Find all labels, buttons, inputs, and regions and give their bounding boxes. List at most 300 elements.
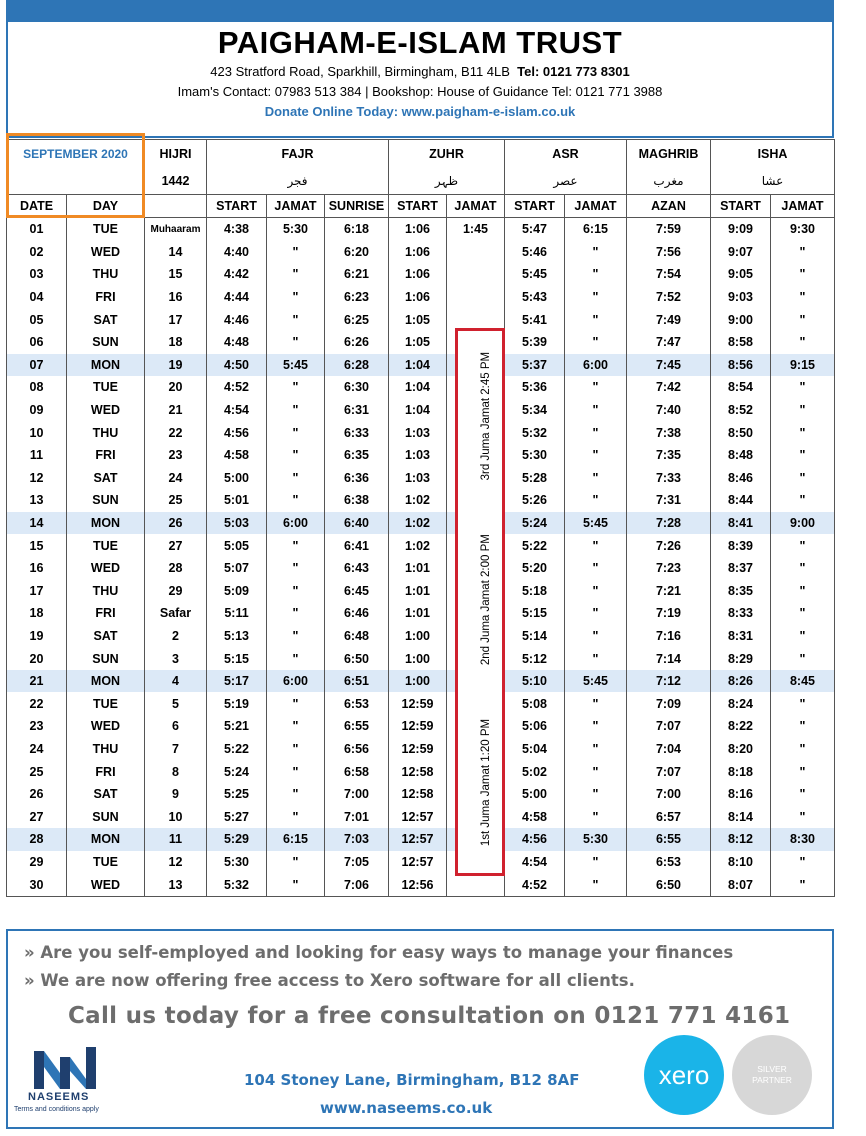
asr-jamat-cell: " <box>565 399 627 422</box>
date-cell: 07 <box>7 354 67 377</box>
trust-header <box>6 22 834 138</box>
asr-start-cell: 5:47 <box>505 218 565 241</box>
asr-start-cell: 5:22 <box>505 534 565 557</box>
zuhr-start-cell: 12:59 <box>389 715 447 738</box>
asr-label: ASR <box>505 140 627 169</box>
table-row <box>7 602 835 625</box>
month-label: SEPTEMBER 2020 <box>7 140 145 169</box>
asr-start-cell: 5:06 <box>505 715 565 738</box>
maghrib-azan-cell: 7:42 <box>627 376 711 399</box>
fajr-jamat-cell: " <box>267 557 325 580</box>
asr-start-cell: 5:43 <box>505 286 565 309</box>
day-cell: TUE <box>67 534 145 557</box>
table-row <box>7 376 835 399</box>
day-cell: WED <box>67 241 145 264</box>
fajr-jamat-cell: " <box>267 286 325 309</box>
day-cell: MON <box>67 670 145 693</box>
hijri-cell: 7 <box>145 738 207 761</box>
juma-third: 3rd Juma Jamat 2:45 PM <box>480 351 492 481</box>
fajr-start-cell: 5:27 <box>207 805 267 828</box>
fajr-jamat-cell: 5:30 <box>267 218 325 241</box>
isha-jamat-cell: " <box>771 692 835 715</box>
isha-jamat-cell: " <box>771 467 835 490</box>
day-cell: SUN <box>67 489 145 512</box>
table-row <box>7 625 835 648</box>
date-cell: 08 <box>7 376 67 399</box>
asr-jamat-header: JAMAT <box>565 195 627 218</box>
isha-start-cell: 8:29 <box>711 647 771 670</box>
hijri-cell: Muhaaram <box>145 218 207 241</box>
isha-start-cell: 8:26 <box>711 670 771 693</box>
asr-jamat-cell: " <box>565 557 627 580</box>
hijri-cell: 9 <box>145 783 207 806</box>
fajr-start-cell: 5:07 <box>207 557 267 580</box>
zuhr-start-cell: 12:59 <box>389 738 447 761</box>
day-cell: MON <box>67 354 145 377</box>
fajr-start-cell: 5:13 <box>207 625 267 648</box>
fajr-start-cell: 5:21 <box>207 715 267 738</box>
date-column-header: DATE <box>7 195 67 218</box>
date-cell: 25 <box>7 760 67 783</box>
zuhr-jamat-cell: 1:45 <box>447 218 505 241</box>
hijri-cell: 15 <box>145 263 207 286</box>
zuhr-start-cell: 1:06 <box>389 286 447 309</box>
zuhr-start-cell: 1:04 <box>389 376 447 399</box>
isha-jamat-cell: " <box>771 760 835 783</box>
date-cell: 22 <box>7 692 67 715</box>
hijri-cell: 4 <box>145 670 207 693</box>
table-row <box>7 489 835 512</box>
fajr-jamat-cell: 5:45 <box>267 354 325 377</box>
hijri-cell: 12 <box>145 851 207 874</box>
fajr-jamat-cell: " <box>267 851 325 874</box>
fajr-start-cell: 5:09 <box>207 580 267 603</box>
hijri-cell: 24 <box>145 467 207 490</box>
sunrise-cell: 6:50 <box>325 647 389 670</box>
table-row <box>7 715 835 738</box>
date-cell: 21 <box>7 670 67 693</box>
advert-footer <box>6 929 834 1129</box>
isha-label: ISHA <box>711 140 835 169</box>
asr-jamat-cell: 5:45 <box>565 670 627 693</box>
ad-line-2: » We are now offering free access to Xero software for all clients. <box>24 971 635 990</box>
zuhr-start-cell: 1:02 <box>389 512 447 535</box>
page-title: PAIGHAM-E-ISLAM TRUST <box>217 25 623 60</box>
timetable-grid <box>6 139 835 897</box>
zuhr-start-cell: 1:02 <box>389 534 447 557</box>
hijri-cell: 11 <box>145 828 207 851</box>
fajr-start-cell: 4:40 <box>207 241 267 264</box>
fajr-jamat-cell: " <box>267 376 325 399</box>
ad-line-1: » Are you self-employed and looking for easy ways to manage your finances <box>24 943 734 962</box>
fajr-jamat-cell: " <box>267 715 325 738</box>
asr-jamat-cell: " <box>565 602 627 625</box>
date-cell: 17 <box>7 580 67 603</box>
fajr-start-cell: 5:29 <box>207 828 267 851</box>
fajr-start-cell: 5:00 <box>207 467 267 490</box>
asr-jamat-cell: " <box>565 783 627 806</box>
table-row <box>7 805 835 828</box>
sunrise-cell: 6:18 <box>325 218 389 241</box>
prayer-timetable <box>6 139 834 929</box>
isha-start-cell: 8:07 <box>711 873 771 896</box>
fajr-start-cell: 5:11 <box>207 602 267 625</box>
asr-jamat-cell: 5:45 <box>565 512 627 535</box>
asr-jamat-cell: " <box>565 647 627 670</box>
hijri-cell: 10 <box>145 805 207 828</box>
day-cell: WED <box>67 873 145 896</box>
date-cell: 27 <box>7 805 67 828</box>
isha-jamat-cell: " <box>771 489 835 512</box>
day-cell: TUE <box>67 376 145 399</box>
sunrise-cell: 6:55 <box>325 715 389 738</box>
asr-jamat-cell: 5:30 <box>565 828 627 851</box>
zuhr-arabic: ظہر <box>389 168 505 195</box>
fajr-start-cell: 5:05 <box>207 534 267 557</box>
maghrib-azan-cell: 7:12 <box>627 670 711 693</box>
day-cell: WED <box>67 715 145 738</box>
fajr-jamat-cell: " <box>267 444 325 467</box>
fajr-jamat-header: JAMAT <box>267 195 325 218</box>
sunrise-cell: 6:58 <box>325 760 389 783</box>
isha-jamat-cell: 8:45 <box>771 670 835 693</box>
zuhr-start-cell: 1:03 <box>389 421 447 444</box>
date-cell: 06 <box>7 331 67 354</box>
asr-start-cell: 5:28 <box>505 467 565 490</box>
fajr-jamat-cell: " <box>267 760 325 783</box>
zuhr-start-cell: 12:58 <box>389 760 447 783</box>
maghrib-azan-header: AZAN <box>627 195 711 218</box>
hijri-cell: 8 <box>145 760 207 783</box>
sunrise-cell: 6:53 <box>325 692 389 715</box>
asr-start-cell: 5:46 <box>505 241 565 264</box>
date-cell: 11 <box>7 444 67 467</box>
asr-start-cell: 5:26 <box>505 489 565 512</box>
date-cell: 19 <box>7 625 67 648</box>
asr-start-cell: 5:04 <box>505 738 565 761</box>
maghrib-azan-cell: 7:09 <box>627 692 711 715</box>
hijri-cell: 16 <box>145 286 207 309</box>
isha-jamat-cell: " <box>771 625 835 648</box>
sunrise-cell: 6:31 <box>325 399 389 422</box>
fajr-start-cell: 4:56 <box>207 421 267 444</box>
day-cell: THU <box>67 263 145 286</box>
date-cell: 30 <box>7 873 67 896</box>
table-row <box>7 580 835 603</box>
maghrib-azan-cell: 7:28 <box>627 512 711 535</box>
isha-start-cell: 9:09 <box>711 218 771 241</box>
date-cell: 14 <box>7 512 67 535</box>
hijri-cell: 22 <box>145 421 207 444</box>
fajr-start-cell: 4:58 <box>207 444 267 467</box>
fajr-start-cell: 4:42 <box>207 263 267 286</box>
date-cell: 18 <box>7 602 67 625</box>
date-cell: 26 <box>7 783 67 806</box>
isha-start-header: START <box>711 195 771 218</box>
maghrib-azan-cell: 7:04 <box>627 738 711 761</box>
zuhr-start-cell: 1:06 <box>389 218 447 241</box>
fajr-jamat-cell: " <box>267 263 325 286</box>
isha-jamat-cell: " <box>771 399 835 422</box>
isha-start-cell: 8:54 <box>711 376 771 399</box>
day-cell: FRI <box>67 286 145 309</box>
address-line <box>8 62 832 82</box>
asr-jamat-cell: " <box>565 489 627 512</box>
zuhr-label: ZUHR <box>389 140 505 169</box>
maghrib-azan-cell: 7:33 <box>627 467 711 490</box>
maghrib-azan-cell: 7:59 <box>627 218 711 241</box>
isha-jamat-cell: " <box>771 421 835 444</box>
fajr-jamat-cell: " <box>267 489 325 512</box>
date-cell: 15 <box>7 534 67 557</box>
isha-start-cell: 8:33 <box>711 602 771 625</box>
zuhr-jamat-cell <box>447 286 505 309</box>
zuhr-start-cell: 1:03 <box>389 467 447 490</box>
table-row <box>7 331 835 354</box>
date-cell: 04 <box>7 286 67 309</box>
maghrib-azan-cell: 6:55 <box>627 828 711 851</box>
isha-start-cell: 9:00 <box>711 308 771 331</box>
date-cell: 01 <box>7 218 67 241</box>
month-spacer <box>7 168 145 195</box>
isha-jamat-cell: " <box>771 241 835 264</box>
isha-start-cell: 9:03 <box>711 286 771 309</box>
hijri-cell: Safar <box>145 602 207 625</box>
isha-start-cell: 8:50 <box>711 421 771 444</box>
isha-start-cell: 8:31 <box>711 625 771 648</box>
table-row <box>7 670 835 693</box>
asr-start-cell: 5:37 <box>505 354 565 377</box>
donate-link[interactable]: Donate Online Today: www.paigham-e-islam.co.uk <box>264 104 576 119</box>
maghrib-azan-cell: 7:47 <box>627 331 711 354</box>
day-cell: FRI <box>67 760 145 783</box>
isha-jamat-cell: " <box>771 376 835 399</box>
zuhr-jamat-cell <box>447 873 505 896</box>
asr-start-cell: 5:45 <box>505 263 565 286</box>
day-cell: SAT <box>67 783 145 806</box>
table-row <box>7 738 835 761</box>
juma-second: 2nd Juma Jamat 2:00 PM <box>480 534 492 666</box>
hijri-cell: 29 <box>145 580 207 603</box>
fajr-start-cell: 4:54 <box>207 399 267 422</box>
isha-start-cell: 8:35 <box>711 580 771 603</box>
hijri-label: HIJRI <box>145 140 207 169</box>
date-cell: 12 <box>7 467 67 490</box>
xero-logo: xero <box>644 1035 724 1115</box>
maghrib-azan-cell: 7:21 <box>627 580 711 603</box>
isha-start-cell: 9:07 <box>711 241 771 264</box>
isha-jamat-cell: " <box>771 602 835 625</box>
day-cell: FRI <box>67 602 145 625</box>
isha-jamat-cell: 9:00 <box>771 512 835 535</box>
date-cell: 09 <box>7 399 67 422</box>
asr-start-cell: 5:41 <box>505 308 565 331</box>
maghrib-azan-cell: 7:31 <box>627 489 711 512</box>
zuhr-start-cell: 1:03 <box>389 444 447 467</box>
isha-jamat-cell: " <box>771 580 835 603</box>
isha-jamat-header: JAMAT <box>771 195 835 218</box>
hijri-cell: 26 <box>145 512 207 535</box>
sunrise-cell: 6:46 <box>325 602 389 625</box>
zuhr-start-cell: 1:00 <box>389 647 447 670</box>
sunrise-cell: 6:38 <box>325 489 389 512</box>
zuhr-start-cell: 1:05 <box>389 331 447 354</box>
asr-jamat-cell: " <box>565 851 627 874</box>
table-row <box>7 760 835 783</box>
trust-address: 423 Stratford Road, Sparkhill, Birmingham, B11 4LB <box>210 64 510 79</box>
isha-start-cell: 8:58 <box>711 331 771 354</box>
isha-jamat-cell: " <box>771 805 835 828</box>
hijri-cell: 20 <box>145 376 207 399</box>
sunrise-cell: 7:03 <box>325 828 389 851</box>
hijri-cell: 14 <box>145 241 207 264</box>
isha-start-cell: 8:24 <box>711 692 771 715</box>
table-row <box>7 647 835 670</box>
asr-start-cell: 5:32 <box>505 421 565 444</box>
fajr-start-cell: 5:03 <box>207 512 267 535</box>
zuhr-start-cell: 1:04 <box>389 354 447 377</box>
fajr-jamat-cell: " <box>267 873 325 896</box>
day-cell: SAT <box>67 467 145 490</box>
table-row <box>7 308 835 331</box>
table-row <box>7 241 835 264</box>
asr-jamat-cell: " <box>565 738 627 761</box>
fajr-start-cell: 5:19 <box>207 692 267 715</box>
sunrise-cell: 6:33 <box>325 421 389 444</box>
isha-jamat-cell: " <box>771 286 835 309</box>
asr-start-cell: 5:02 <box>505 760 565 783</box>
date-cell: 13 <box>7 489 67 512</box>
date-cell: 28 <box>7 828 67 851</box>
hijri-cell: 21 <box>145 399 207 422</box>
sunrise-cell: 7:00 <box>325 783 389 806</box>
fajr-start-cell: 5:24 <box>207 760 267 783</box>
hijri-cell: 28 <box>145 557 207 580</box>
isha-jamat-cell: " <box>771 715 835 738</box>
fajr-jamat-cell: " <box>267 241 325 264</box>
isha-jamat-cell: 9:15 <box>771 354 835 377</box>
day-cell: THU <box>67 580 145 603</box>
table-row <box>7 692 835 715</box>
fajr-start-cell: 5:32 <box>207 873 267 896</box>
sunrise-cell: 6:30 <box>325 376 389 399</box>
naseems-logo <box>16 1043 116 1123</box>
fajr-jamat-cell: " <box>267 580 325 603</box>
zuhr-start-cell: 1:01 <box>389 580 447 603</box>
asr-start-cell: 5:20 <box>505 557 565 580</box>
asr-jamat-cell: " <box>565 308 627 331</box>
hijri-cell: 13 <box>145 873 207 896</box>
zuhr-start-cell: 12:57 <box>389 851 447 874</box>
table-row <box>7 286 835 309</box>
maghrib-azan-cell: 7:00 <box>627 783 711 806</box>
sunrise-cell: 6:51 <box>325 670 389 693</box>
fajr-jamat-cell: " <box>267 805 325 828</box>
isha-start-cell: 8:56 <box>711 354 771 377</box>
sunrise-cell: 6:21 <box>325 263 389 286</box>
asr-start-cell: 5:12 <box>505 647 565 670</box>
hijri-column-header <box>145 195 207 218</box>
asr-jamat-cell: " <box>565 715 627 738</box>
asr-jamat-cell: " <box>565 873 627 896</box>
fajr-start-cell: 5:30 <box>207 851 267 874</box>
fajr-arabic: فجر <box>207 168 389 195</box>
table-row <box>7 444 835 467</box>
asr-start-cell: 5:18 <box>505 580 565 603</box>
partner-line-1: SILVER <box>757 1064 787 1074</box>
day-cell: THU <box>67 738 145 761</box>
zuhr-start-cell: 1:01 <box>389 602 447 625</box>
fajr-jamat-cell: " <box>267 738 325 761</box>
isha-start-cell: 8:14 <box>711 805 771 828</box>
zuhr-start-cell: 1:00 <box>389 625 447 648</box>
sunrise-cell: 6:23 <box>325 286 389 309</box>
day-cell: SUN <box>67 331 145 354</box>
hijri-cell: 23 <box>145 444 207 467</box>
isha-jamat-cell: 8:30 <box>771 828 835 851</box>
asr-jamat-cell: " <box>565 625 627 648</box>
table-row <box>7 873 835 896</box>
silver-partner-badge <box>732 1035 812 1115</box>
day-cell: WED <box>67 557 145 580</box>
hijri-cell: 18 <box>145 331 207 354</box>
date-cell: 03 <box>7 263 67 286</box>
asr-jamat-cell: " <box>565 692 627 715</box>
contact-line: Imam's Contact: 07983 513 384 | Bookshop: House of Guidance Tel: 0121 771 3988 <box>177 84 663 99</box>
fajr-jamat-cell: " <box>267 602 325 625</box>
hijri-year: 1442 <box>145 168 207 195</box>
zuhr-start-cell: 1:06 <box>389 263 447 286</box>
isha-start-cell: 8:39 <box>711 534 771 557</box>
table-row <box>7 851 835 874</box>
isha-start-cell: 8:48 <box>711 444 771 467</box>
day-cell: WED <box>67 399 145 422</box>
asr-start-cell: 4:54 <box>505 851 565 874</box>
asr-jamat-cell: " <box>565 286 627 309</box>
fajr-jamat-cell: 6:00 <box>267 670 325 693</box>
asr-start-cell: 5:10 <box>505 670 565 693</box>
isha-start-cell: 8:37 <box>711 557 771 580</box>
zuhr-jamat-cell <box>447 263 505 286</box>
sunrise-cell: 6:56 <box>325 738 389 761</box>
date-cell: 23 <box>7 715 67 738</box>
asr-start-cell: 4:56 <box>505 828 565 851</box>
zuhr-start-cell: 1:01 <box>389 557 447 580</box>
hijri-cell: 3 <box>145 647 207 670</box>
isha-jamat-cell: 9:30 <box>771 218 835 241</box>
asr-start-cell: 5:15 <box>505 602 565 625</box>
fajr-start-cell: 4:50 <box>207 354 267 377</box>
maghrib-azan-cell: 6:53 <box>627 851 711 874</box>
maghrib-azan-cell: 7:38 <box>627 421 711 444</box>
maghrib-azan-cell: 6:57 <box>627 805 711 828</box>
sunrise-cell: 7:05 <box>325 851 389 874</box>
fajr-start-header: START <box>207 195 267 218</box>
table-row <box>7 467 835 490</box>
asr-start-cell: 5:08 <box>505 692 565 715</box>
date-cell: 24 <box>7 738 67 761</box>
footer-address: 104 Stoney Lane, Birmingham, B12 8AF <box>244 1071 580 1089</box>
day-cell: TUE <box>67 851 145 874</box>
day-cell: MON <box>67 828 145 851</box>
fajr-start-cell: 4:48 <box>207 331 267 354</box>
date-cell: 20 <box>7 647 67 670</box>
asr-jamat-cell: " <box>565 805 627 828</box>
isha-jamat-cell: " <box>771 873 835 896</box>
sunrise-cell: 6:43 <box>325 557 389 580</box>
footer-website[interactable]: www.naseems.co.uk <box>320 1099 493 1117</box>
isha-start-cell: 8:52 <box>711 399 771 422</box>
